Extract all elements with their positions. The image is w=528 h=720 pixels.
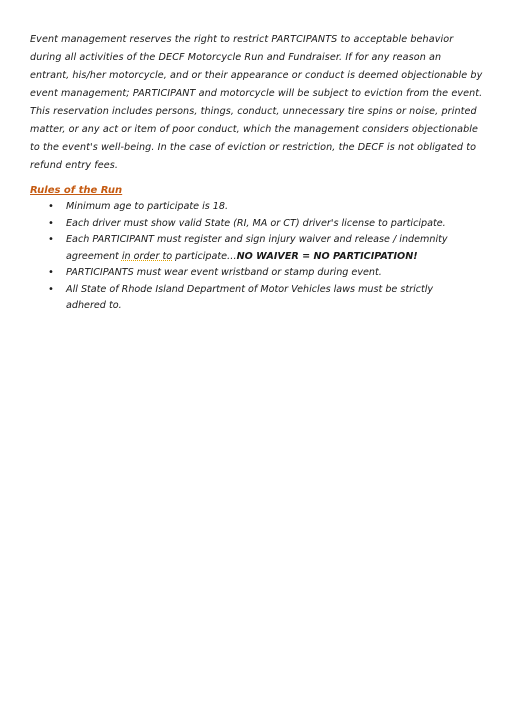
rule-item: [48, 216, 498, 233]
bullet-icon: •: [48, 234, 54, 245]
paragraph-line: during all activities of the DECF Motorcycle Run and Fundraiser. If for any reason an: [30, 52, 442, 63]
rules-list: [48, 199, 498, 315]
paragraph-line: refund entry fees.: [30, 160, 118, 171]
paragraph-line: event management; PARTICIPANT and motorcycle will be subject to eviction from the event.: [30, 88, 483, 99]
paragraph-line: entrant, his/her motorcycle, and or their appearance or conduct is deemed objectionable by: [30, 70, 483, 81]
rule-text-continuation: adhered to.: [66, 300, 122, 311]
rule-text: Each PARTICIPANT must register and sign injury waiver and release / indemnity: [66, 234, 448, 245]
paragraph-line: to the event's well-being. In the case of eviction or restriction, the DECF is not obligated to: [30, 142, 477, 153]
paragraph-line: Event management reserves the right to restrict PARTCIPANTS to acceptable behavior: [30, 34, 454, 45]
rule-text: Each driver must show valid State (RI, MA or CT) driver's license to participate.: [66, 217, 446, 229]
rules-heading: Rules of the Run: [30, 185, 123, 196]
rule-text: PARTICIPANTS must wear event wristband or stamp during event.: [66, 267, 382, 278]
paragraph-line: This reservation includes persons, things, conduct, unnecessary tire spins or noise, printed: [30, 106, 477, 117]
paragraph-line: matter, or any act or item of poor conduct, which the management considers objectionable: [30, 124, 479, 135]
grammar-marked-phrase: in order to: [121, 250, 173, 262]
rule-text-prefix: agreement: [66, 250, 122, 262]
rule-text-continuation: [66, 249, 498, 266]
rule-item: [48, 282, 498, 315]
rule-text: All State of Rhode Island Department of Motor Vehicles laws must be strictly: [66, 283, 434, 295]
rule-text-suffix: participate…: [172, 250, 237, 262]
bullet-icon: •: [48, 283, 54, 295]
bullet-icon: •: [48, 267, 54, 278]
rule-item: [48, 265, 498, 282]
intro-paragraph: [30, 31, 500, 175]
rule-item: [48, 199, 498, 216]
bullet-icon: •: [48, 217, 54, 229]
bullet-icon: •: [48, 201, 54, 212]
rule-item: [48, 232, 498, 265]
no-waiver-emphasis: NO WAIVER = NO PARTICIPATION!: [236, 250, 418, 262]
rule-text: Minimum age to participate is 18.: [66, 201, 229, 212]
